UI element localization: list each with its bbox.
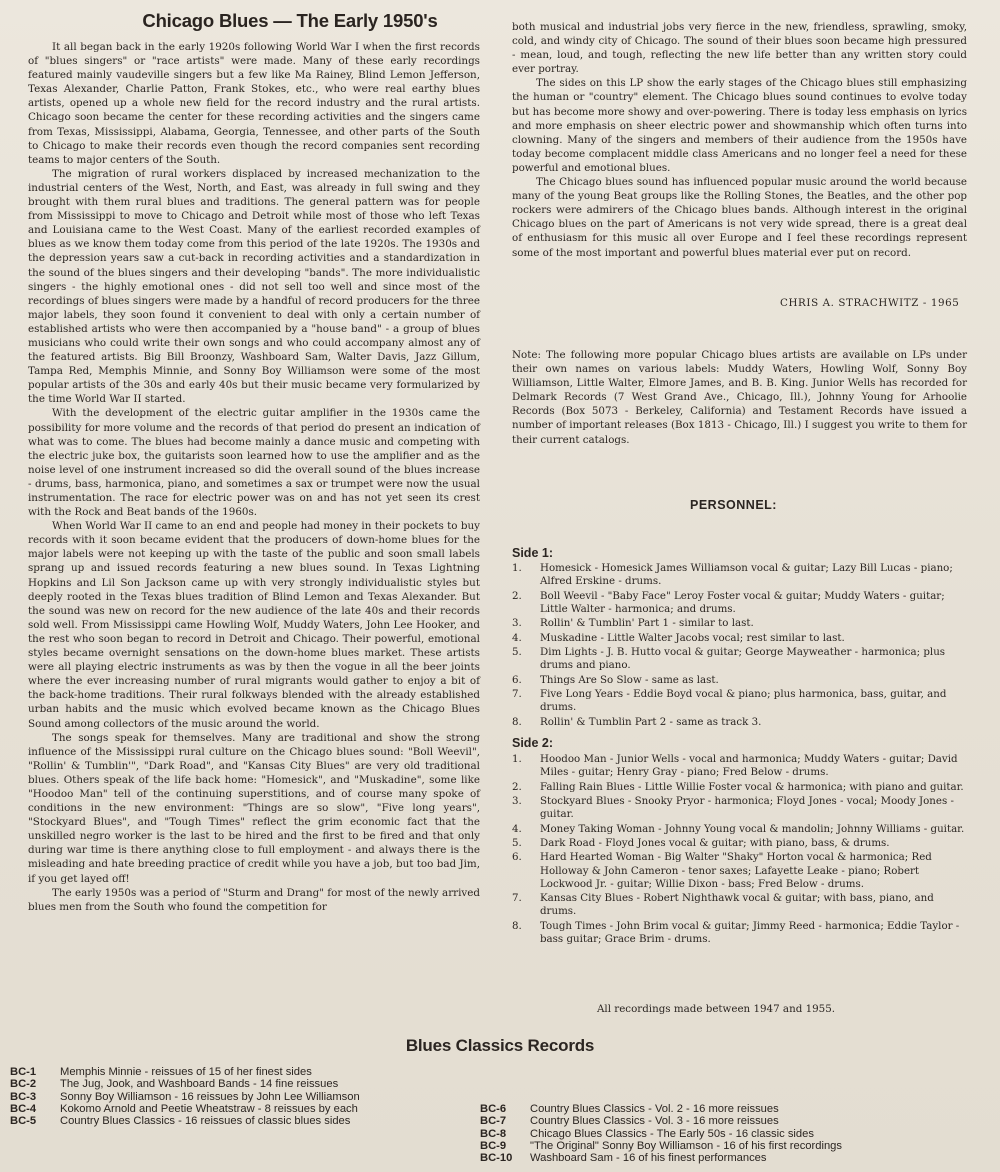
catalog-item	[480, 1128, 842, 1140]
track-number: 6.	[512, 673, 522, 686]
catalog-item	[10, 1103, 360, 1115]
track-number: 7.	[512, 892, 522, 905]
track-item	[512, 892, 972, 918]
track-item	[512, 781, 972, 794]
catalog-code: BC-10	[480, 1152, 513, 1165]
author-signature: CHRIS A. STRACHWITZ - 1965	[780, 297, 960, 309]
track-item	[512, 851, 972, 891]
essay-paragraph: The early 1950s was a period of "Sturm and Drang" for most of the newly arrived blues men from the South who found the competition for	[28, 886, 480, 913]
catalog-title: Country Blues Classics - Vol. 3 - 16 more reissues	[530, 1115, 779, 1128]
side2-heading: Side 2:	[512, 736, 553, 750]
side2-track-list	[512, 753, 972, 947]
catalog-code: BC-6	[480, 1103, 507, 1115]
catalog-code: BC-8	[480, 1127, 507, 1140]
track-item	[512, 753, 972, 779]
track-number: 8.	[512, 715, 522, 728]
track-item	[512, 617, 972, 630]
catalog-title: Country Blues Classics - 16 reissues of classic blues sides	[60, 1115, 351, 1128]
track-credits: Rollin' & Tumblin Part 2 - same as track 3.	[540, 715, 762, 728]
essay-left-column	[28, 40, 480, 914]
essay-right-column	[512, 20, 967, 260]
track-number: 8.	[512, 919, 522, 932]
catalog-item	[480, 1103, 842, 1115]
track-credits: Dark Road - Floyd Jones vocal & guitar; with piano, bass, & drums.	[540, 836, 890, 849]
track-item	[512, 837, 972, 850]
track-number: 5.	[512, 645, 522, 658]
catalog-item	[10, 1115, 360, 1127]
track-credits: Hard Hearted Woman - Big Walter "Shaky" Horton vocal & harmonica; Red Holloway & John Cameron - tenor saxes; Lafayette Leake - piano; Robert Lockwood Jr. - guitar; Willie Dixon - bass; Fred Below - drums.	[540, 851, 932, 890]
side1-track-list	[512, 562, 972, 730]
paper-crease	[545, 612, 555, 620]
essay-paragraph: The migration of rural workers displaced by increased mechanization to the industrial centers of the West, North, and East, was already in full swing and they brought with them rural blues and traditions. The general pattern was for people from Mississippi to move to Chicago and Detroit while most of those who left Texas and Louisiana came to the West Coast. Many of the earliest recorded examples of blues as we know them today come from this period of the late 1920s. The 1930s and the depression years saw a cut-back in recording activities and a standardization in the sound of the blues singers and their developing "bands". The more individualistic singers - the highly emotional ones - did not sell too well and since most of the recordings of blues singers were made by a handful of record producers for the three major labels, they soon found it convenient to deal with only a certain number of established artists who were then accompanied by a "house band" - a group of blues musicians who could write their own songs and who could accompany almost any of the featured artists. Big Bill Broonzy, Washboard Sam, Walter Davis, Jazz Gillum, Tampa Red, Memphis Minnie, and Sonny Boy Williamson were some of the most popular artists of the 30s and early 40s but their music became very formularized by the time World War II started.	[28, 167, 480, 406]
recording-dates: All recordings made between 1947 and 1955.	[597, 1003, 836, 1015]
track-number: 4.	[512, 822, 522, 835]
track-number: 7.	[512, 687, 522, 700]
track-credits: Boll Weevil - "Baby Face" Leroy Foster vocal & guitar; Muddy Waters - guitar; Little Walter - harmonica; and drums.	[540, 589, 945, 615]
catalog-title: Sonny Boy Williamson - 16 reissues by John Lee Williamson	[60, 1090, 360, 1103]
track-number: 2.	[512, 780, 522, 793]
track-credits: Kansas City Blues - Robert Nighthawk vocal & guitar; with bass, piano, and drums.	[540, 892, 934, 918]
page-title: Chicago Blues — The Early 1950's	[142, 10, 438, 31]
essay-paragraph: The sides on this LP show the early stages of the Chicago blues still emphasizing the human or "country" element. The Chicago blues sound continues to evolve today but has become more showy and over-powering. There is today less emphasis on lyrics and more emphasis on sheer electric power and showmanship which often turns into clowning. Many of the singers and members of their audience from the 1950s have today become complacent middle class Americans and no longer feel a need for these powerful and emotional blues.	[512, 77, 967, 174]
track-credits: Hoodoo Man - Junior Wells - vocal and harmonica; Muddy Waters - guitar; David Miles - guitar; Henry Gray - piano; Fred Below - drums.	[540, 753, 958, 779]
note-text: Note: The following more popular Chicago blues artists are available on LPs under their own names on various labels: Muddy Waters, Howling Wolf, Sonny Boy Williamson, Little Walter, Elmore James, and B. B. King. Junior Wells has recorded for Delmark Records (7 West Grand Ave., Chicago, Ill.), Johnny Young for Arhoolie Records (Box 5073 - Berkeley, California) and Testament Records have issued a number of important releases (Box 1813 - Chicago, Ill.) I suggest you write to them for their current catalogs.	[512, 349, 967, 446]
track-credits: Five Long Years - Eddie Boyd vocal & piano; plus harmonica, bass, guitar, and drums.	[540, 687, 947, 714]
catalog-title: Memphis Minnie - reissues of 15 of her finest sides	[60, 1066, 312, 1078]
track-number: 2.	[512, 589, 522, 602]
track-item	[512, 562, 972, 588]
track-credits: Things Are So Slow - same as last.	[540, 673, 719, 686]
catalog-item	[480, 1140, 842, 1152]
essay-paragraph: The Chicago blues sound has influenced popular music around the world because many of the young Beat groups like the Rolling Stones, the Beatles, and the other pop rockers were admirers of the Chicago blues bands. Although interest in the original Chicago blues on the part of Americans is not very wide spread, there is a great deal of enthusiasm for this music all over Europe and I feel these recordings represent some of the most important and powerful blues material ever put on record.	[512, 176, 967, 259]
track-number: 5.	[512, 836, 522, 849]
essay-paragraph: The songs speak for themselves. Many are traditional and show the strong influence of the Mississippi rural culture on the Chicago blues sound: "Boll Weevil", "Rollin' & Tumblin'", "Dark Road", and "Kansas City Blues" are very old traditional blues. Others speak of the life back home: "Homesick", and "Muskadine", some like "Hoodoo Man" tell of the continuing superstitions, and of course many spoke of conditions in the new environment: "Things are so slow", "Five long years", "Stockyard Blues", and "Tough Times" reflect the grim economic fact that the unskilled negro worker is the last to be hired and the first to be fired and that only during war time is there anything close to full employment - and always there is the misleading and hate breeding practice of credit while you have a job, but too bad Jim, if you get layed off!	[28, 731, 480, 885]
catalog-code: BC-1	[10, 1066, 37, 1078]
catalog-item	[10, 1066, 360, 1078]
catalog-list-left	[10, 1066, 360, 1127]
track-credits: Dim Lights - J. B. Hutto vocal & guitar; George Mayweather - harmonica; plus drums and piano.	[540, 645, 946, 672]
essay-paragraph: With the development of the electric guitar amplifier in the 1930s came the possibility for more volume and the records of that period do present an indication of what was to come. The blues had become mainly a dance music and competing with the electric juke box, the guitarists soon learned how to use the amplifier and as the noise level of one instrument increased so did the overall sound of the blues increase - drums, bass, harmonica, piano, and sometimes a sax or trumpet were now the usual instrumentation. The race for electric power was on and has not yet seen its crest with the Rock and Beat bands of the 1960s.	[28, 407, 480, 519]
track-item	[512, 646, 972, 672]
track-credits: Homesick - Homesick James Williamson vocal & guitar; Lazy Bill Lucas - piano; Alfred Erskine - drums.	[540, 562, 953, 588]
catalog-title: Country Blues Classics - Vol. 2 - 16 more reissues	[530, 1103, 779, 1115]
essay-paragraph: It all began back in the early 1920s following World War I when the first records of "blues singers" or "race artists" were made. Many of these early recordings featured mainly vaudeville singers but a few like Ma Rainey, Blind Lemon Jefferson, Texas Alexander, Charlie Patton, Frank Stokes, etc., who were real earthy blues artists, opened up a whole new field for the record industry and the rural artists. Chicago soon became the center for these recording activities and the singers came from Texas, Mississippi, Alabama, Georgia, Tennessee, and other parts of the South to Chicago to make their records even though the record companies sent recording teams to major centers of the South.	[28, 41, 480, 166]
catalog-item	[480, 1152, 842, 1164]
catalog-heading: Blues Classics Records	[405, 1036, 595, 1055]
track-item	[512, 590, 972, 616]
catalog-item	[10, 1091, 360, 1103]
track-number: 3.	[512, 794, 522, 807]
track-credits: Money Taking Woman - Johnny Young vocal & mandolin; Johnny Williams - guitar.	[540, 822, 965, 835]
track-item	[512, 920, 972, 946]
catalog-item	[10, 1078, 360, 1090]
track-item	[512, 688, 972, 714]
artist-note	[512, 348, 967, 447]
track-item	[512, 795, 972, 821]
essay-paragraph: When World War II came to an end and people had money in their pockets to buy records with it soon became evident that the producers of down-home blues for the major labels were not keeping up with the taste of the public and soon small labels sprang up and issued records featuring a new blues sound. In Texas Lightning Hopkins and Lil Son Jackson came up with very strongly individualistic styles but deeply rooted in the Texas blues tradition of Blind Lemon and Texas Alexander. But the sound was new on record for the new audience of the late 40s and their records sold well. From Mississippi came Howling Wolf, Muddy Waters, John Lee Hooker, and the rest who soon began to record in Detroit and Chicago. Their powerful, emotional styles became overnight sensations on the down-home blues market. These artists were all playing electric instruments as was by then the vogue in all the beer joints where the ever increasing number of rural migrants would gather to enjoy a bit of the back-home traditions. Their rural folkways blended with the already established urban habits and the music which evolved became known as the Chicago Blues Sound among collectors of the music around the world.	[28, 520, 480, 730]
catalog-code: BC-3	[10, 1090, 37, 1103]
catalog-title: Washboard Sam - 16 of his finest performances	[530, 1152, 767, 1165]
catalog-title: "The Original" Sonny Boy Williamson - 16 of his first recordings	[530, 1139, 842, 1152]
track-item	[512, 674, 972, 687]
catalog-code: BC-7	[480, 1115, 507, 1128]
catalog-title: Chicago Blues Classics - The Early 50s - 16 classic sides	[530, 1127, 814, 1140]
track-credits: Muskadine - Little Walter Jacobs vocal; rest similar to last.	[540, 631, 845, 644]
catalog-code: BC-9	[480, 1139, 507, 1152]
track-number: 1.	[512, 562, 522, 574]
track-credits: Tough Times - John Brim vocal & guitar; Jimmy Reed - harmonica; Eddie Taylor - bass guitar; Grace Brim - drums.	[540, 919, 960, 945]
personnel-heading: PERSONNEL:	[690, 498, 777, 512]
track-number: 4.	[512, 631, 522, 644]
catalog-code: BC-5	[10, 1115, 37, 1128]
track-item	[512, 716, 972, 729]
essay-paragraph: both musical and industrial jobs very fierce in the new, friendless, sprawling, smoky, cold, and windy city of Chicago. The sound of their blues soon became high pressured - mean, loud, and tough, reflecting the new life better than any written story could ever portray.	[512, 21, 967, 76]
side1-heading: Side 1:	[512, 546, 553, 560]
track-item	[512, 823, 972, 836]
catalog-list-right	[480, 1103, 842, 1164]
catalog-code: BC-2	[10, 1078, 37, 1091]
catalog-item	[480, 1115, 842, 1127]
track-number: 6.	[512, 851, 522, 864]
catalog-title: The Jug, Jook, and Washboard Bands - 14 fine reissues	[60, 1078, 339, 1091]
track-credits: Stockyard Blues - Snooky Pryor - harmonica; Floyd Jones - vocal; Moody Jones - guitar.	[540, 794, 954, 821]
catalog-title: Kokomo Arnold and Peetie Wheatstraw - 8 reissues by each	[60, 1102, 358, 1115]
track-number: 1.	[512, 753, 522, 765]
track-credits: Rollin' & Tumblin' Part 1 - similar to last.	[540, 617, 754, 630]
catalog-code: BC-4	[10, 1102, 37, 1115]
track-number: 3.	[512, 617, 522, 630]
track-item	[512, 632, 972, 645]
track-credits: Falling Rain Blues - Little Willie Foster vocal & harmonica; with piano and guitar.	[540, 780, 964, 793]
